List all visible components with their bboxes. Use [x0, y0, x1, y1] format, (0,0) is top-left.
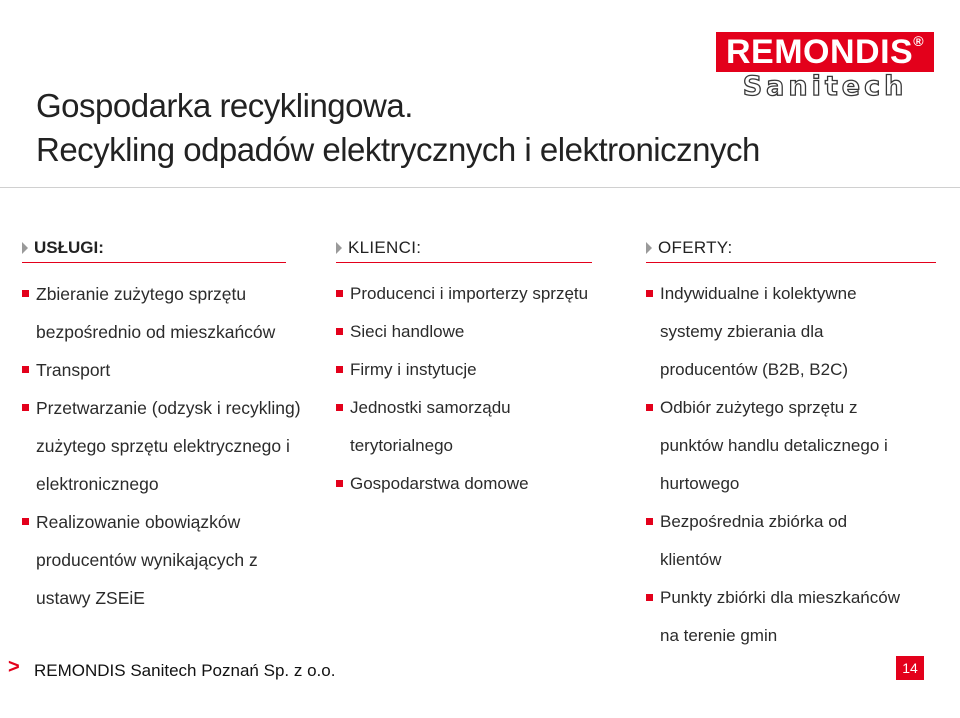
square-bullet-icon	[22, 518, 29, 525]
square-bullet-icon	[336, 404, 343, 411]
list-item-text: Producenci i importerzy sprzętu	[350, 284, 589, 303]
list-item	[646, 541, 938, 579]
list-item-text: producentów wynikających z	[36, 550, 258, 570]
column-heading-label: KLIENCI:	[348, 238, 422, 257]
logo-remondis	[716, 32, 934, 72]
list-item	[646, 427, 938, 465]
list-item	[646, 503, 938, 541]
footer-company-name: REMONDIS Sanitech Poznań Sp. z o.o.	[34, 661, 336, 680]
list-item	[22, 579, 312, 617]
offers-list	[646, 275, 938, 655]
title-line-2: Recykling odpadów elektrycznych i elektronicznych	[36, 131, 760, 168]
list-item-text: Gospodarstwa domowe	[350, 474, 529, 493]
list-item-text: Transport	[36, 360, 111, 380]
list-item-text: Odbiór zużytego sprzętu z	[660, 398, 858, 417]
footer-arrow-icon: >	[8, 656, 20, 678]
list-item	[22, 465, 312, 503]
slide-header	[0, 0, 960, 188]
list-item	[646, 579, 938, 617]
page-number-badge: 14	[896, 656, 924, 680]
square-bullet-icon	[22, 366, 29, 373]
list-item	[22, 541, 312, 579]
list-item	[22, 503, 312, 541]
column-heading	[646, 236, 936, 263]
list-item-text: ustawy ZSEiE	[36, 588, 145, 608]
remondis-sanitech-logo	[716, 32, 934, 102]
list-item	[646, 465, 938, 503]
list-item-text: hurtowego	[660, 474, 740, 493]
list-item-text: na terenie gmin	[660, 626, 778, 645]
list-item	[336, 313, 620, 351]
column-offers	[646, 236, 938, 655]
list-item	[22, 313, 312, 351]
header-divider	[0, 187, 960, 188]
triangle-bullet-icon	[22, 242, 28, 254]
column-heading-label: OFERTY:	[658, 238, 733, 257]
list-item-text: Zbieranie zużytego sprzętu	[36, 284, 247, 304]
list-item-text: producentów (B2B, B2C)	[660, 360, 849, 379]
list-item-text: klientów	[660, 550, 722, 569]
logo-sanitech: Sanitech	[742, 71, 908, 102]
list-item-text: Jednostki samorządu	[350, 398, 511, 417]
title-line-1: Gospodarka recyklingowa.	[36, 87, 413, 124]
logo-name-top: REMONDIS	[725, 33, 914, 71]
triangle-bullet-icon	[336, 242, 342, 254]
list-item-text: Bezpośrednia zbiórka od	[660, 512, 848, 531]
list-item	[336, 427, 620, 465]
square-bullet-icon	[646, 518, 653, 525]
list-item	[646, 617, 938, 655]
square-bullet-icon	[646, 594, 653, 601]
list-item	[336, 351, 620, 389]
list-item	[646, 389, 938, 427]
list-item-text: elektronicznego	[36, 474, 159, 494]
clients-list	[336, 275, 620, 503]
list-item	[646, 351, 938, 389]
list-item-text: Sieci handlowe	[350, 322, 465, 341]
slide-title	[36, 84, 760, 172]
list-item	[336, 275, 620, 313]
list-item	[22, 427, 312, 465]
list-item-text: bezpośrednio od mieszkańców	[36, 322, 276, 342]
list-item	[336, 389, 620, 427]
slide-footer	[0, 652, 960, 692]
list-item-text: systemy zbierania dla	[660, 322, 824, 341]
square-bullet-icon	[646, 290, 653, 297]
square-bullet-icon	[646, 404, 653, 411]
column-clients	[336, 236, 620, 503]
list-item-text: terytorialnego	[350, 436, 454, 455]
column-services	[22, 236, 312, 617]
list-item-text: Firmy i instytucje	[350, 360, 477, 379]
list-item	[336, 465, 620, 503]
list-item-text: Punkty zbiórki dla mieszkańców	[660, 588, 900, 607]
registered-mark: ®	[913, 33, 925, 49]
list-item-text: Indywidualne i kolektywne	[660, 284, 857, 303]
column-heading	[336, 236, 592, 263]
square-bullet-icon	[22, 290, 29, 297]
square-bullet-icon	[336, 480, 343, 487]
triangle-bullet-icon	[646, 242, 652, 254]
list-item	[22, 389, 312, 427]
list-item-text: zużytego sprzętu elektrycznego i	[36, 436, 290, 456]
list-item	[22, 275, 312, 313]
list-item	[646, 313, 938, 351]
square-bullet-icon	[336, 328, 343, 335]
list-item-text: punktów handlu detalicznego i	[660, 436, 888, 455]
list-item	[22, 351, 312, 389]
list-item	[646, 275, 938, 313]
column-heading-label: USŁUGI:	[34, 238, 104, 257]
square-bullet-icon	[336, 366, 343, 373]
list-item-text: Przetwarzanie (odzysk i recykling)	[36, 398, 301, 418]
square-bullet-icon	[22, 404, 29, 411]
column-heading	[22, 236, 286, 263]
square-bullet-icon	[336, 290, 343, 297]
services-list	[22, 275, 312, 617]
list-item-text: Realizowanie obowiązków	[36, 512, 241, 532]
